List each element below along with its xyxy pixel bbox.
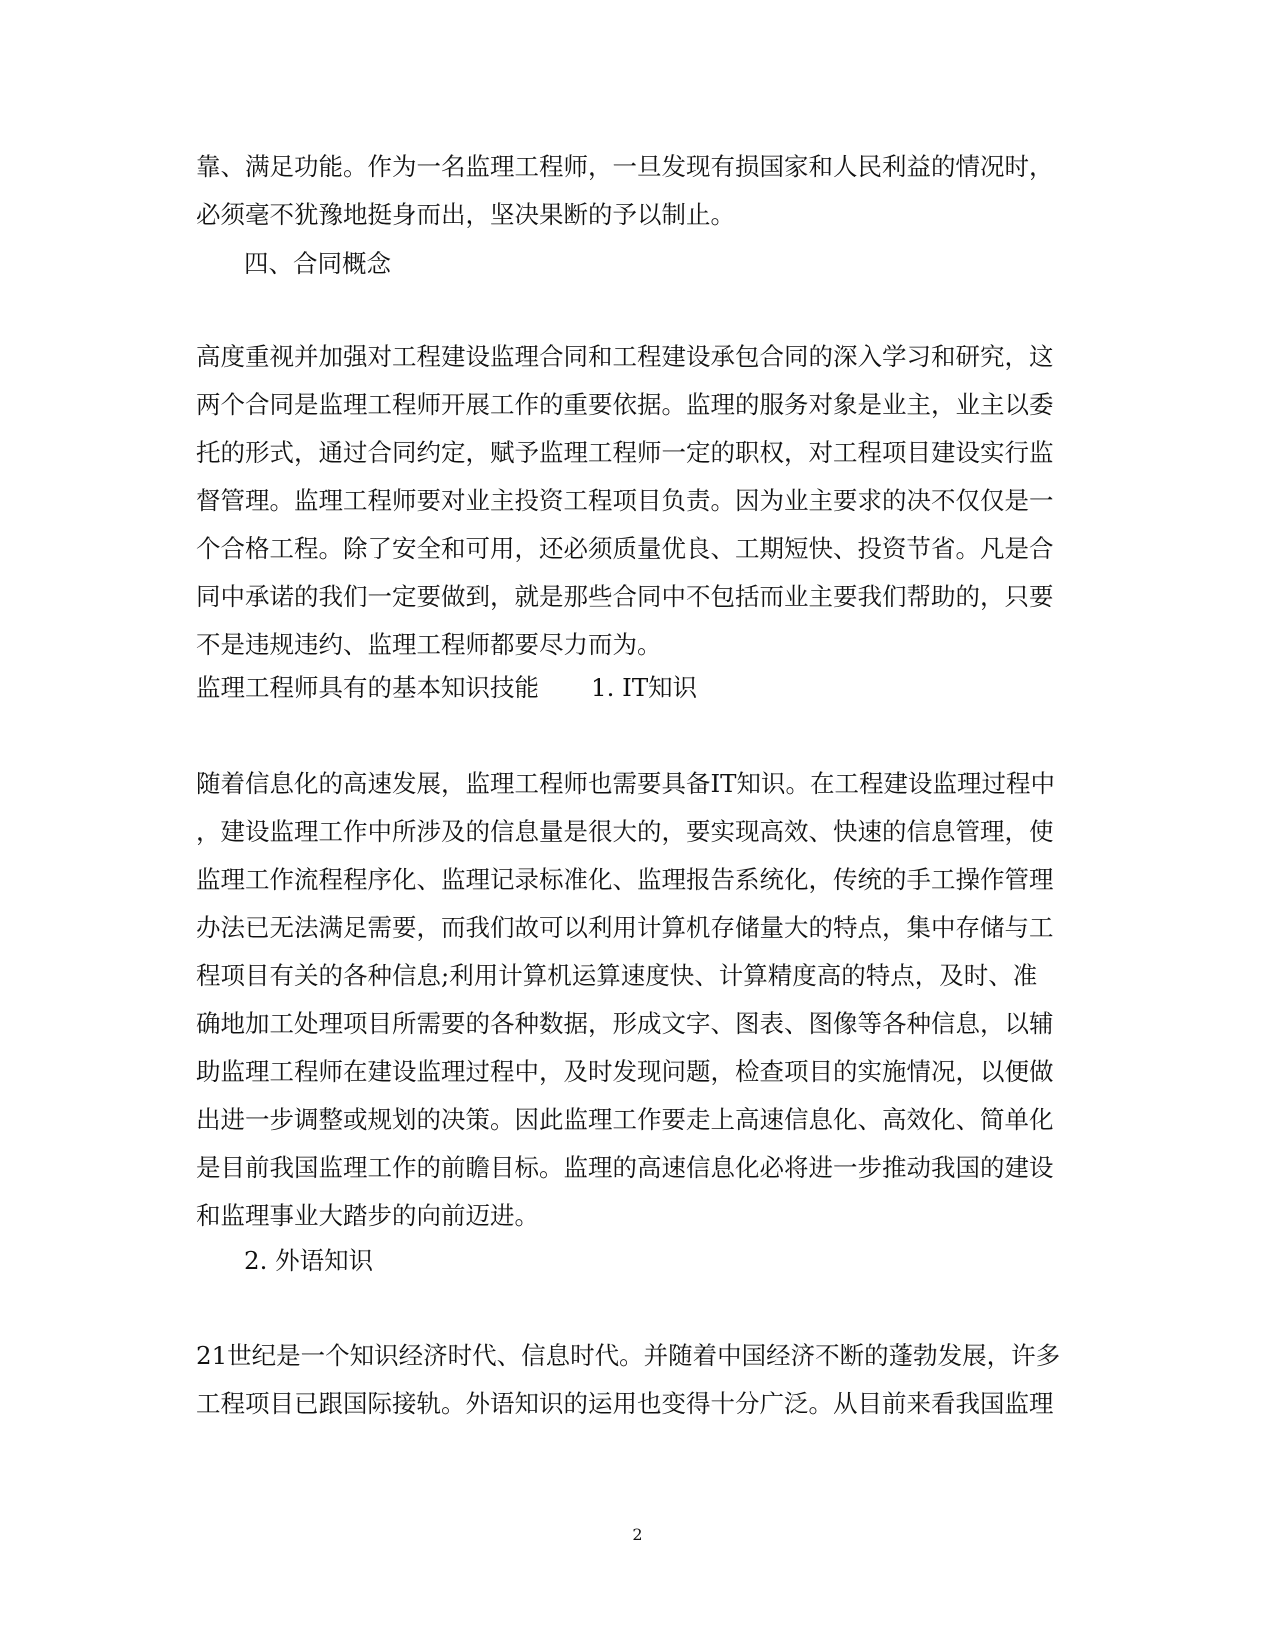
text-line: 办法已无法满足需要，而我们故可以利用计算机存储量大的特点，集中存储与工 <box>196 913 1054 942</box>
text-line: 助监理工程师在建设监理过程中，及时发现问题，检查项目的实施情况，以便做 <box>196 1057 1054 1086</box>
text-line: 必须毫不犹豫地挺身而出，坚决果断的予以制止。 <box>196 200 735 229</box>
text-line: 靠、满足功能。作为一名监理工程师，一旦发现有损国家和人民利益的情况时， <box>196 152 1054 181</box>
text-line: 21世纪是一个知识经济时代、信息时代。并随着中国经济不断的蓬勃发展，许多 <box>196 1341 1061 1370</box>
page-number: 2 <box>632 1525 643 1544</box>
section-heading: 四、合同概念 <box>244 249 391 278</box>
text-line: 和监理事业大踏步的向前迈进。 <box>196 1201 539 1230</box>
paragraph-language <box>196 1332 1076 1428</box>
text-line: 同中承诺的我们一定要做到，就是那些合同中不包括而业主要我们帮助的，只要 <box>196 582 1054 611</box>
text-line: ，建设监理工作中所涉及的信息量是很大的，要实现高效、快速的信息管理，使 <box>196 817 1054 846</box>
text-line: 督管理。监理工程师要对业主投资工程项目负责。因为业主要求的决不仅仅是一 <box>196 486 1054 515</box>
paragraph-duty <box>196 143 1076 239</box>
paragraph-contract <box>196 333 1076 669</box>
it-knowledge-heading: 1. IT知识 <box>591 673 698 702</box>
text-line: 工程项目已跟国际接轨。外语知识的运用也变得十分广泛。从目前来看我国监理 <box>196 1389 1054 1418</box>
section-heading-language <box>196 1237 1124 1285</box>
section-heading-skills <box>196 664 1076 712</box>
text-line: 不是违规违约、监理工程师都要尽力而为。 <box>196 630 662 659</box>
skills-heading: 监理工程师具有的基本知识技能 <box>196 673 539 702</box>
text-line: 出进一步调整或规划的决策。因此监理工作要走上高速信息化、高效化、简单化 <box>196 1105 1054 1134</box>
text-line: 是目前我国监理工作的前瞻目标。监理的高速信息化必将进一步推动我国的建设 <box>196 1153 1054 1182</box>
section-heading: 2. 外语知识 <box>244 1246 374 1275</box>
text-line: 确地加工处理项目所需要的各种数据，形成文字、图表、图像等各种信息，以辅 <box>196 1009 1054 1038</box>
text-line: 高度重视并加强对工程建设监理合同和工程建设承包合同的深入学习和研究，这 <box>196 342 1054 371</box>
text-line: 随着信息化的高速发展，监理工程师也需要具备IT知识。在工程建设监理过程中 <box>196 769 1056 798</box>
text-line: 个合格工程。除了安全和可用，还必须质量优良、工期短快、投资节省。凡是合 <box>196 534 1054 563</box>
text-line: 托的形式，通过合同约定，赋予监理工程师一定的职权，对工程项目建设实行监 <box>196 438 1054 467</box>
section-heading-contract <box>196 240 1124 288</box>
paragraph-it <box>196 760 1076 1240</box>
text-line: 两个合同是监理工程师开展工作的重要依据。监理的服务对象是业主，业主以委 <box>196 390 1054 419</box>
text-line: 程项目有关的各种信息;利用计算机运算速度快、计算精度高的特点，及时、准 <box>196 961 1038 990</box>
text-line: 监理工作流程程序化、监理记录标准化、监理报告系统化，传统的手工操作管理 <box>196 865 1054 894</box>
skills-heading-line <box>196 664 1076 712</box>
